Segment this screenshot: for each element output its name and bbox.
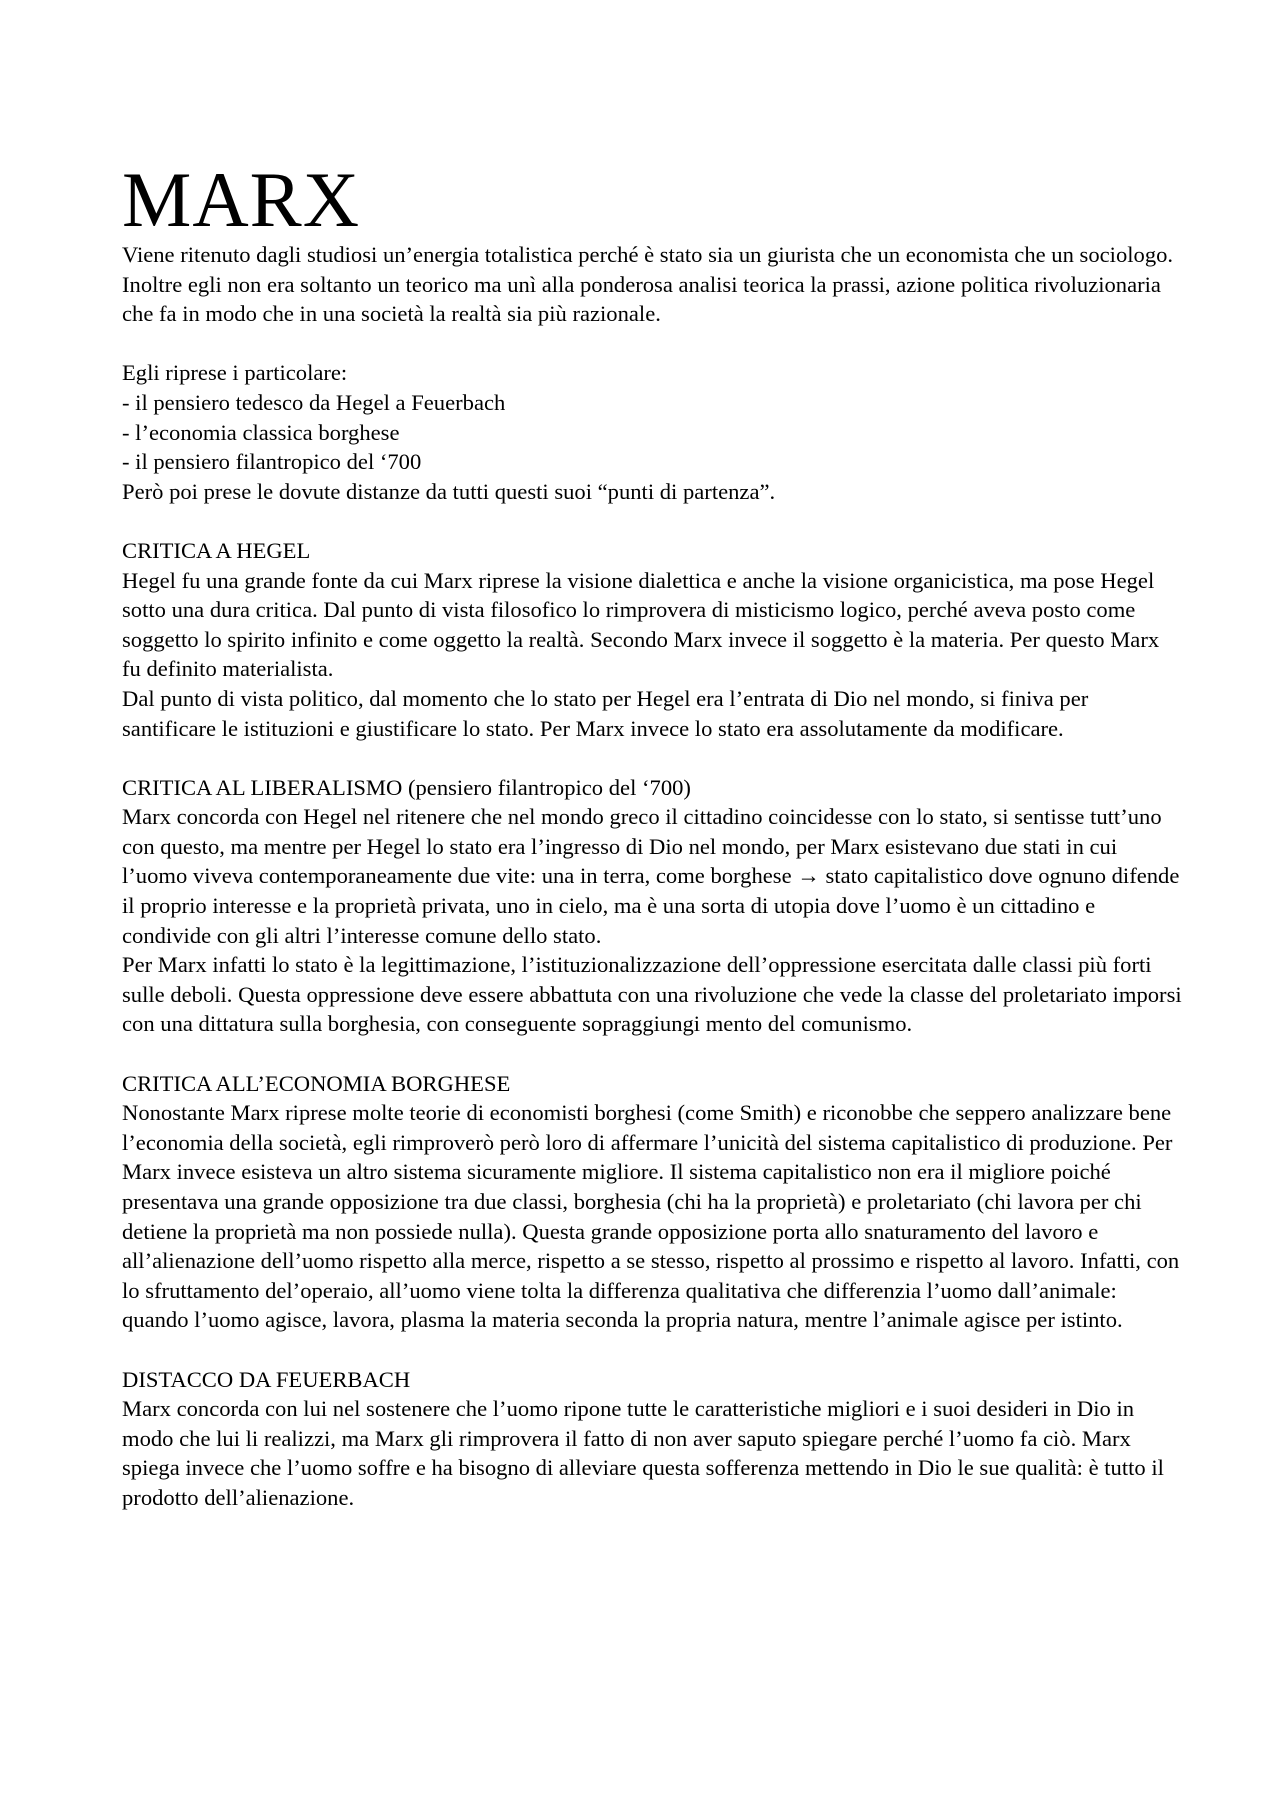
document-page (122, 156, 1182, 1513)
section-heading-liberalismo: CRITICA AL LIBERALISMO (pensiero filantropico del ‘700) (122, 774, 691, 800)
list-item: - il pensiero filantropico del ‘700 (122, 449, 422, 475)
list-item: - l’economia classica borghese (122, 419, 400, 445)
section-paragraph: Hegel fu una grande fonte da cui Marx riprese la visione dialettica e anche la visione organicistica, ma pose Hegel sotto una dura critica. Dal punto di vista filosofico lo rimprovera di misticismo logico, perché aveva posto come soggetto lo spirito infinito e come oggetto la realtà. Secondo Marx invece il soggetto è la materia. Per questo Marx fu definito materialista. (122, 567, 1160, 682)
section-heading-hegel: CRITICA A HEGEL (122, 537, 311, 563)
section-paragraph: Marx concorda con lui nel sostenere che l’uomo ripone tutte le caratteristiche migliori e i suoi desideri in Dio in modo che lui li realizzi, ma Marx gli rimprovera il fatto di non aver saputo spiegare perché l’uomo fa ciò. Marx spiega invece che l’uomo soffre e ha bisogno di alleviare questa sofferenza mettendo in Dio le sue qualità: è tutto il prodotto dell’alienazione. (122, 1396, 1164, 1510)
section-paragraph: Dal punto di vista politico, dal momento che lo stato per Hegel era l’entrata di Dio nel mondo, si finiva per santificare le istituzioni e giustificare lo stato. Per Marx invece lo stato era assolutamente da modificare. (122, 685, 1089, 741)
list-outro: Però poi prese le dovute distanze da tutti questi suoi “punti di partenza”. (122, 478, 776, 504)
list-item: - il pensiero tedesco da Hegel a Feuerbach (122, 389, 506, 415)
paragraph-gap (122, 1335, 1182, 1365)
section-heading-feuerbach: DISTACCO DA FEUERBACH (122, 1366, 411, 1392)
intro-paragraph: Viene ritenuto dagli studiosi un’energia totalistica perché è stato sia un giurista che un economista che un sociologo. Inoltre egli non era soltanto un teorico ma unì alla ponderosa analisi teorica la prassi, azione politica rivoluzionaria che fa in modo che in una società la realtà sia più razionale. (122, 242, 1174, 327)
list-intro: Egli riprese i particolare: (122, 360, 348, 386)
paragraph-gap (122, 743, 1182, 773)
section-paragraph: Per Marx infatti lo stato è la legittimazione, l’istituzionalizzazione dell’oppressione esercitata dalle classi più forti sulle deboli. Questa oppressione deve essere abbattuta con una rivoluzione che vede la classe del proletariato imporsi con una dittatura sulla borghesia, con conseguente sopraggiungi mento del comunismo. (122, 952, 1182, 1037)
document-title: MARX (122, 156, 361, 243)
section-paragraph: Nonostante Marx riprese molte teorie di economisti borghesi (come Smith) e riconobbe che seppero analizzare bene l’economia della società, egli rimproverò però loro di affermare l’unicità del sistema capitalistico di produzione. Per Marx invece esisteva un altro sistema sicuramente migliore. Il sistema capitalistico non era il migliore poiché presentava una grande opposizione tra due classi, borghesia (chi ha la proprietà) e proletariato (chi lavora per chi detiene la proprietà ma non possiede nulla). Questa grande opposizione porta allo snaturamento del lavoro e all’alienazione dell’uomo rispetto alla merce, rispetto a se stesso, rispetto al prossimo e rispetto al lavoro. Infatti, con lo sfruttamento del’operaio, all’uomo viene tolta la differenza qualitativa che differenzia l’uomo dall’animale: quando l’uomo agisce, lavora, plasma la materia seconda la propria natura, mentre l’animale agisce per istinto. (122, 1100, 1180, 1333)
section-heading-economia: CRITICA ALL’ECONOMIA BORGHESE (122, 1070, 511, 1096)
section-paragraph: Marx concorda con Hegel nel ritenere che nel mondo greco il cittadino coincidesse con lo stato, si sentisse tutt’uno con questo, ma mentre per Hegel lo stato era l’ingresso di Dio nel mondo, per Marx esistevano due stati in cui l’uomo viveva contemporaneamente due vite: una in terra, come borghese → stato capitalistico dove ognuno difende il proprio interesse e la proprietà privata, uno in cielo, ma è una sorta di utopia dove l’uomo è un cittadino e condivide con gli altri l’interesse comune dello stato. (122, 804, 1180, 948)
paragraph-gap (122, 506, 1182, 536)
paragraph-gap (122, 329, 1182, 359)
paragraph-gap (122, 1039, 1182, 1069)
